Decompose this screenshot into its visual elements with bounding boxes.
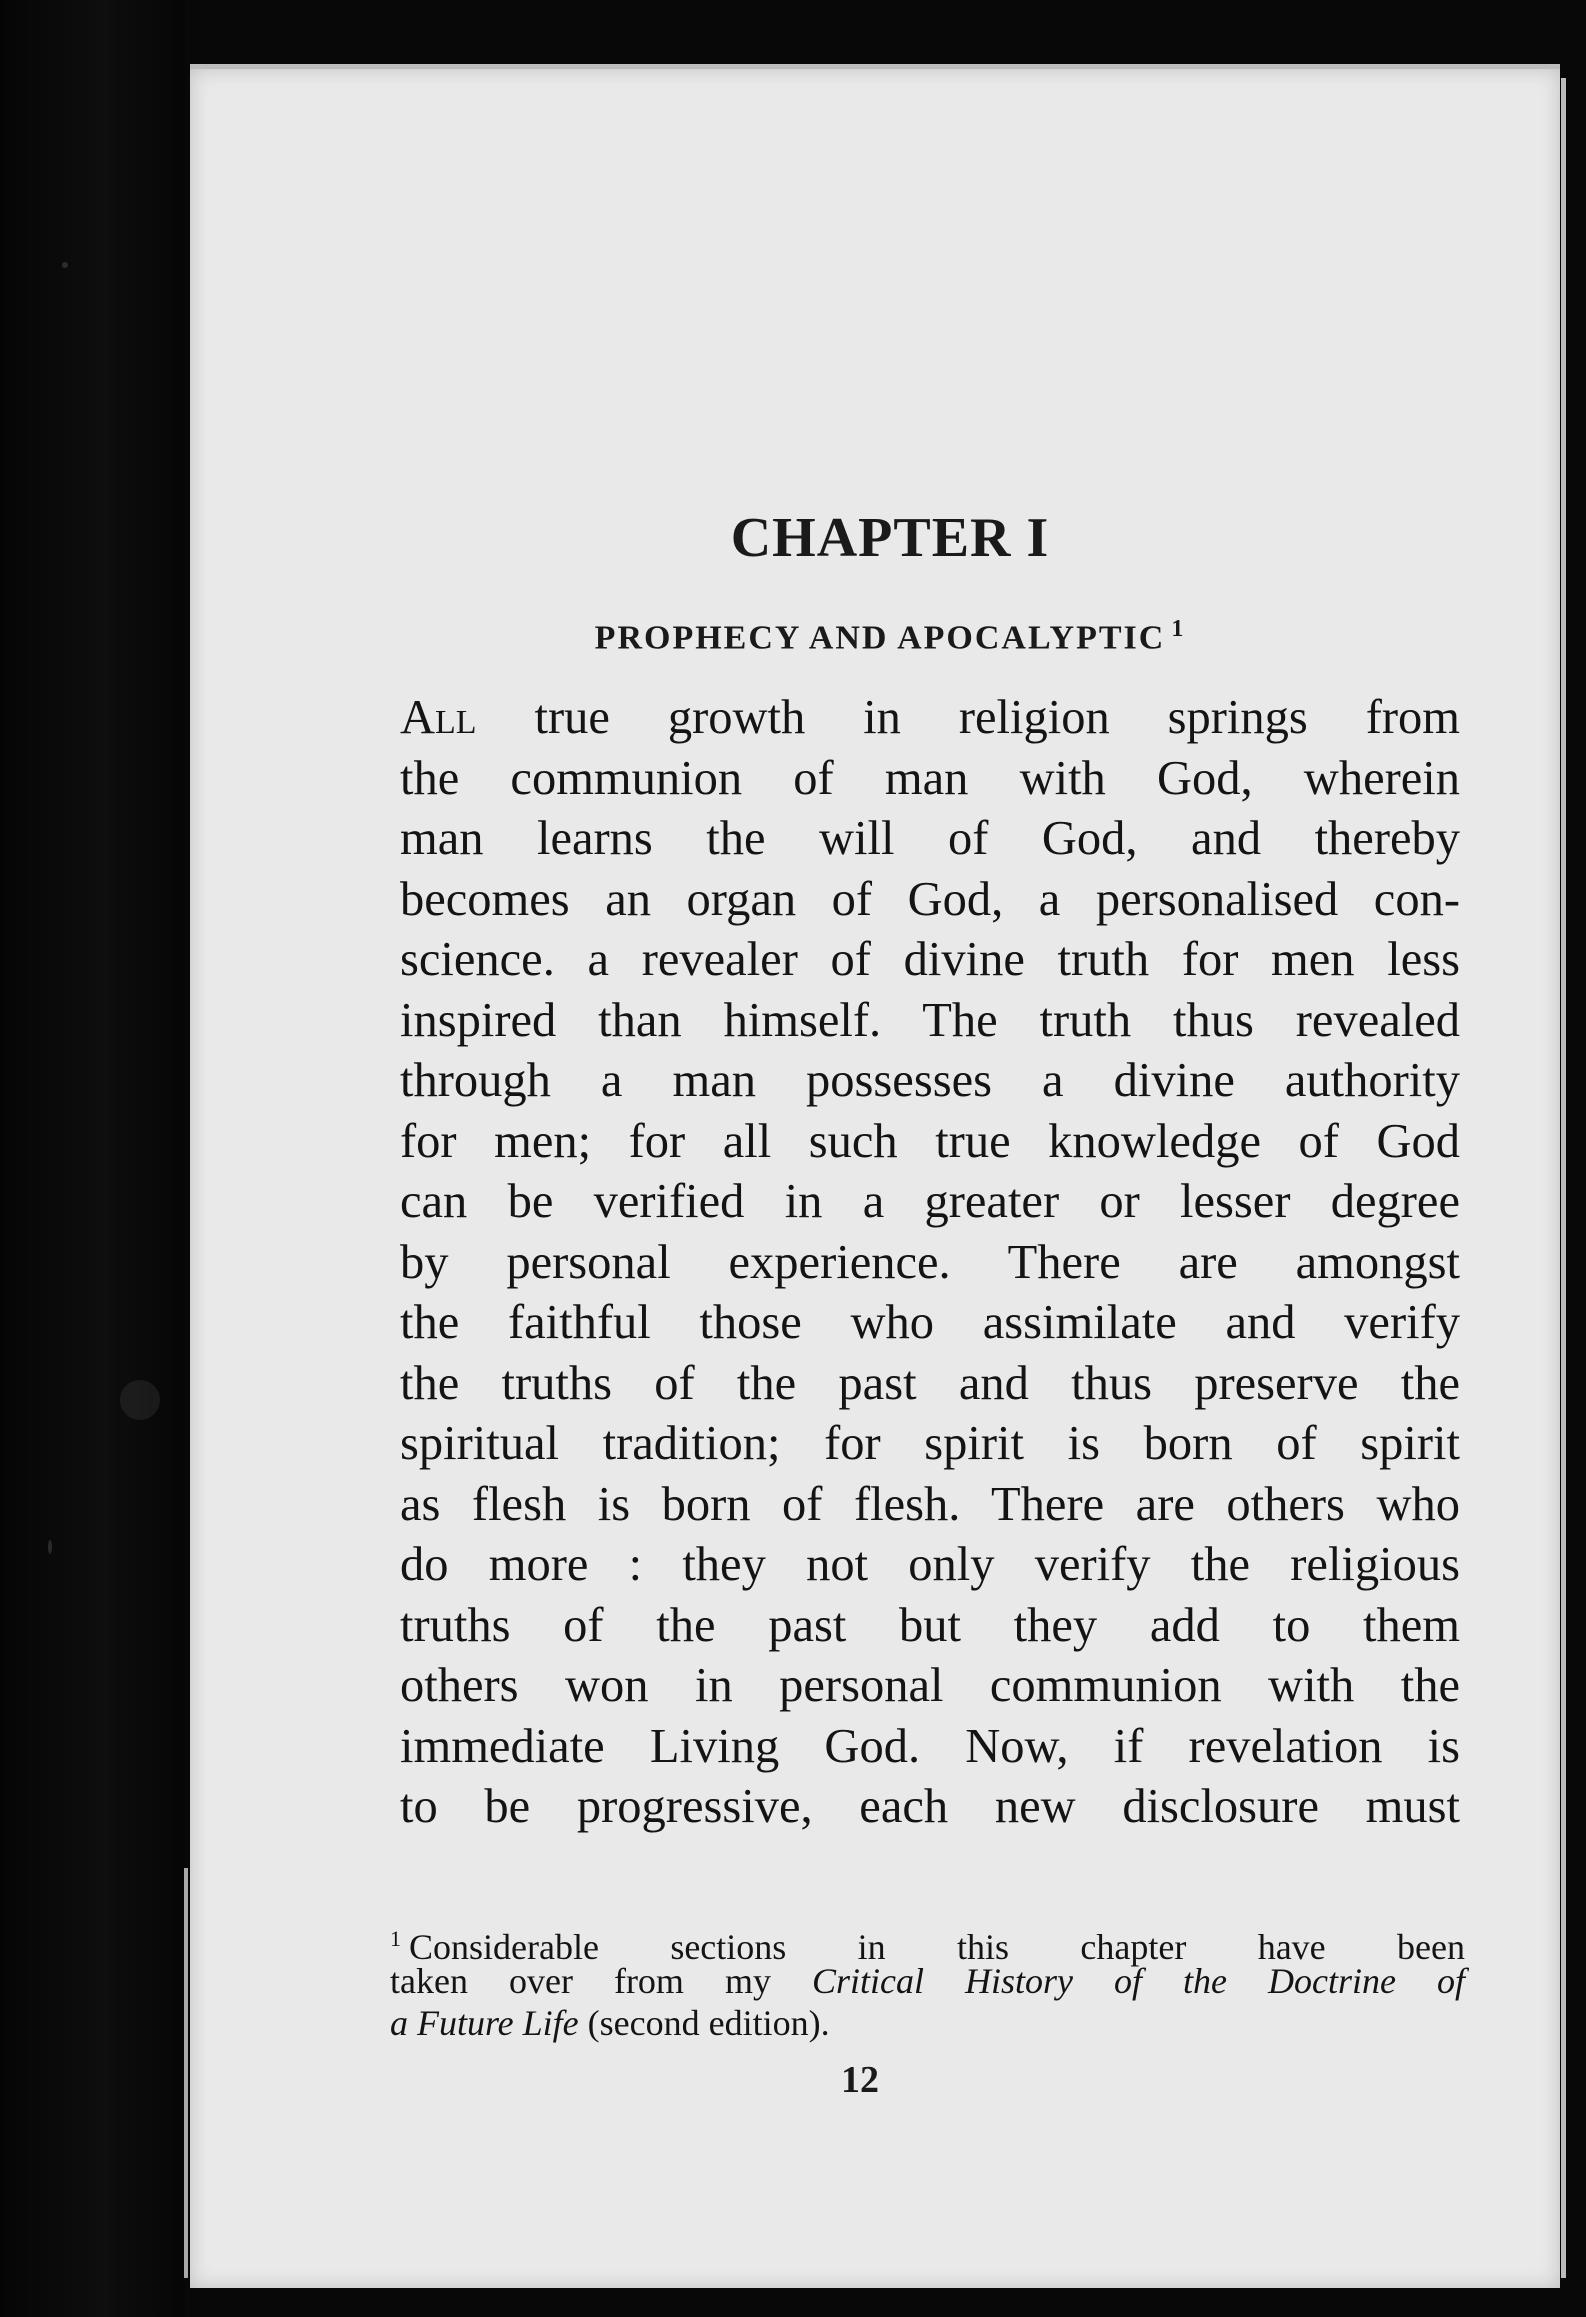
body-paragraph [400,688,1460,1838]
scan-dust-speck [120,1380,160,1420]
footnote-text: taken over from my [390,1961,812,2001]
body-line: by personal experience. There are amongst [400,1235,1460,1289]
footnote-line [390,1960,1465,2002]
body-line: immediate Living God. Now, if revelation is [400,1719,1460,1773]
body-line: the truths of the past and thus preserve the [400,1356,1460,1410]
body-line [400,688,1460,749]
body-line: as flesh is born of flesh. There are others who [400,1477,1460,1531]
footnote-text: (second edition). [578,2003,830,2043]
chapter-subtitle-text: PROPHECY AND APOCALYPTIC [594,619,1166,657]
scan-dust-speck [48,1540,52,1554]
scan-border-left [0,0,185,2317]
body-line: through a man possesses a divine authority [400,1054,1460,1107]
body-line: man learns the will of God, and thereby [400,812,1460,865]
footnote-marker: 1 [390,1926,401,1951]
page-edge-top [190,64,1560,69]
page-edge-left [184,1868,188,2278]
document-page [190,68,1560,2288]
body-line: can be verified in a greater or lesser degree [400,1175,1460,1228]
footnote-line [390,2002,1465,2044]
body-line: others won in personal communion with the [400,1659,1460,1712]
footnote [390,1918,1465,2044]
page-edge-right [1561,78,1566,2278]
body-line: truths of the past but they add to them [400,1598,1460,1652]
body-line: the communion of man with God, wherein [400,751,1460,805]
footnote-book-title: Critical History of the Doctrine of [811,1961,1465,2001]
body-line: do more : they not only verify the religious [400,1538,1460,1591]
body-line: the faithful those who assimilate and verify [400,1296,1460,1349]
footnote-book-title: a Future Life [390,2003,579,2043]
footnote-line [390,1918,1465,1967]
body-line: to be progressive, each new disclosure must [400,1780,1460,1833]
scan-dust-speck [62,262,68,268]
body-line: for men; for all such true knowledge of God [400,1114,1460,1168]
page-number: 12 [841,2059,879,2101]
body-line: becomes an organ of God, a personalised con- [400,872,1460,926]
footnote-text: Considerable sections in this chapter have been [409,1927,1465,1967]
chapter-title: CHAPTER I [730,507,1050,569]
body-line: inspired than himself. The truth thus revealed [400,993,1460,1047]
body-first-word: All [400,691,477,744]
body-line: science. a revealer of divine truth for men less [400,933,1460,986]
footnote-reference-marker: 1 [1171,616,1186,642]
body-line: spiritual tradition; for spirit is born of spirit [400,1417,1460,1470]
chapter-subtitle [190,616,1586,657]
body-line-text: true growth in religion springs from [476,691,1460,744]
